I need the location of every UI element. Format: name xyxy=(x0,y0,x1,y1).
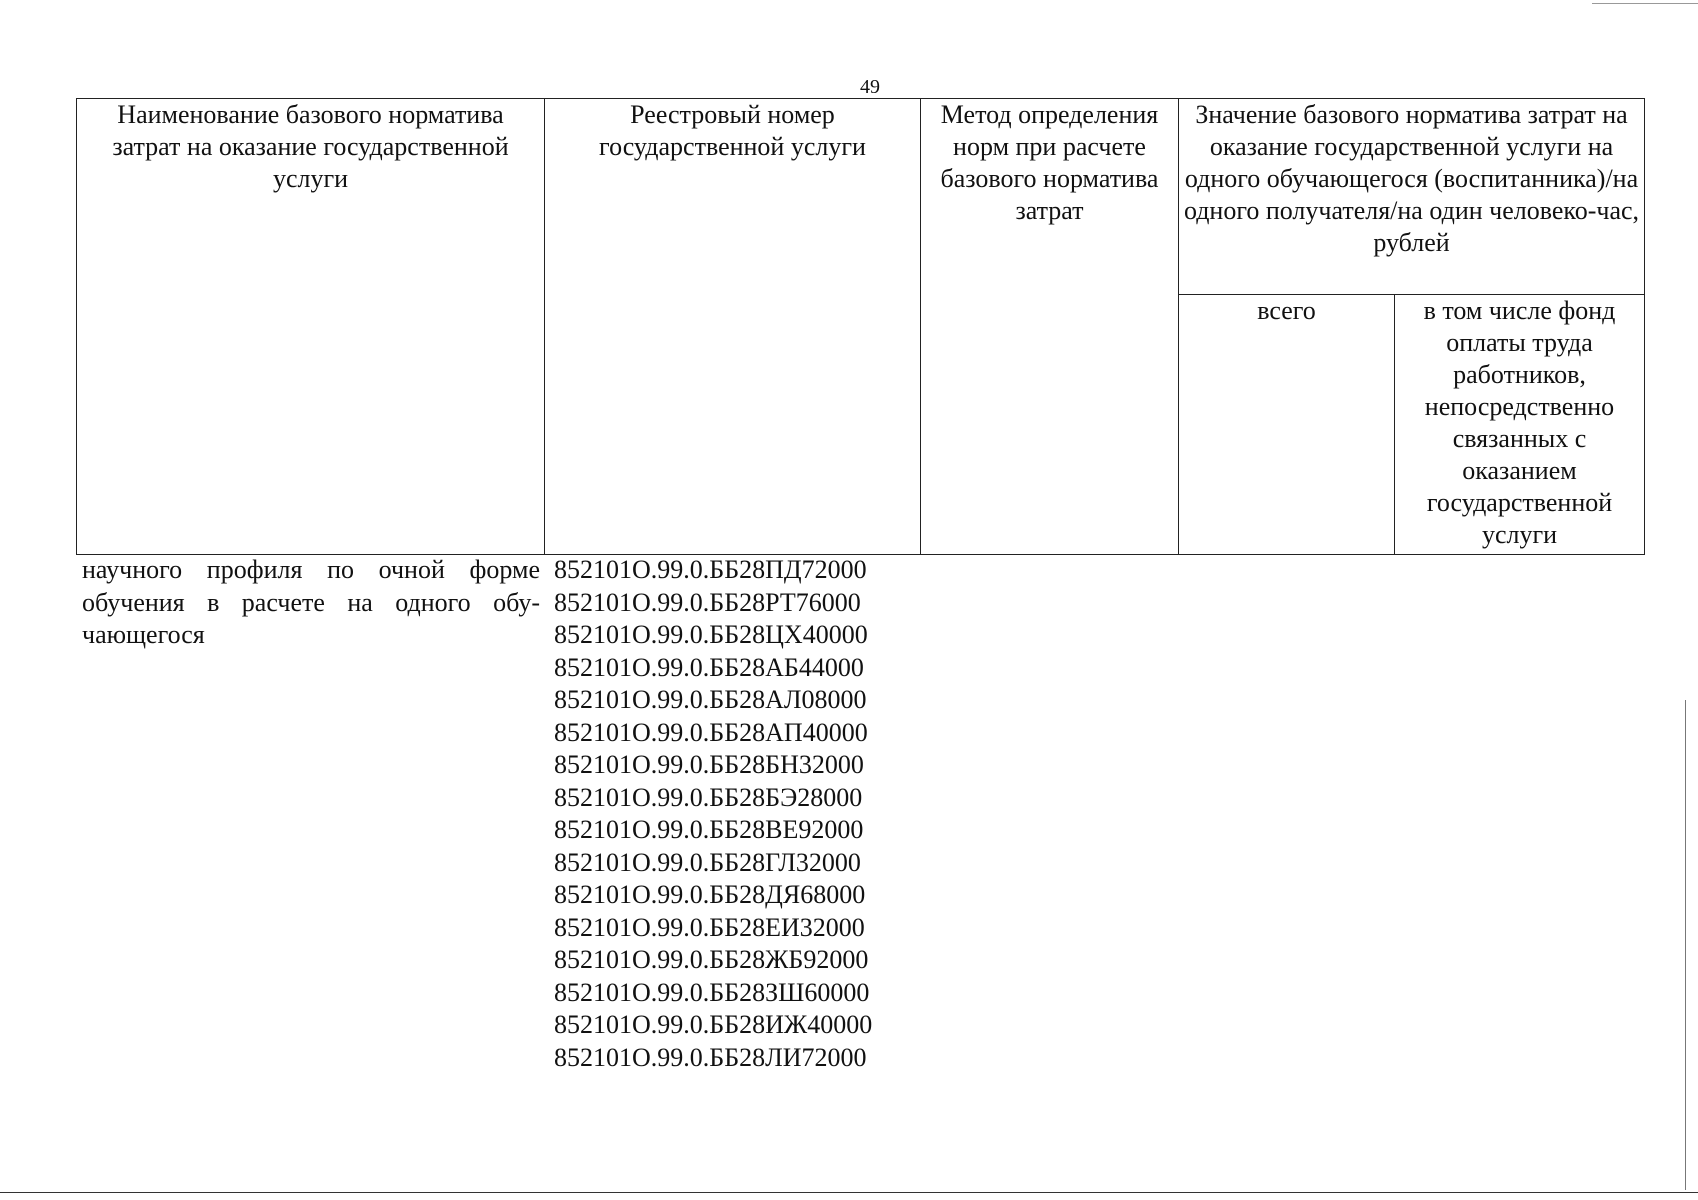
header-registry-number: Реестровый номер государственной услуги xyxy=(545,99,921,555)
registry-code: 852101О.99.0.ББ28ВЕ92000 xyxy=(554,815,864,844)
registry-code: 852101О.99.0.ББ28ЖБ92000 xyxy=(554,945,869,974)
header-wage-fund: в том числе фонд оплаты труда работников, непосредственно связанных с оказанием государственной услуги xyxy=(1395,295,1645,555)
registry-code: 852101О.99.0.ББ28АБ44000 xyxy=(554,652,864,682)
registry-code: 852101О.99.0.ББ28АЛ08000 xyxy=(554,685,867,714)
registry-code: 852101О.99.0.ББ28ИЖ40000 xyxy=(554,1010,873,1039)
registry-code: 852101О.99.0.ББ28АП40000 xyxy=(554,717,868,747)
registry-code: 852101О.99.0.ББ28БН32000 xyxy=(554,750,864,779)
header-value: Значение базового норматива затрат на оказание государственной услуги на одного обучающегося (воспитанника)/на одного получателя/на один человеко-час, рублей xyxy=(1179,99,1645,295)
header-name: Наименование базового норматива затрат на оказание государственной услуги xyxy=(77,99,545,555)
top-edge-rule xyxy=(1592,3,1698,4)
header-total: всего xyxy=(1179,295,1395,555)
service-name-text: научного профиля по очной форме обучения в расчете на одного обу- чающегося xyxy=(82,555,540,649)
registry-code: 852101О.99.0.ББ28БЭ28000 xyxy=(554,782,863,812)
bottom-rule xyxy=(0,1192,1698,1193)
page-number: 49 xyxy=(860,76,880,98)
right-edge-rule xyxy=(1685,700,1686,1190)
registry-code: 852101О.99.0.ББ28ЦХ40000 xyxy=(554,620,868,649)
registry-code-list xyxy=(554,554,872,1074)
registry-code: 852101О.99.0.ББ28ДЯ68000 xyxy=(554,880,866,909)
header-method: Метод определения норм при расчете базового норматива затрат xyxy=(921,99,1179,555)
registry-code: 852101О.99.0.ББ28ЗШ60000 xyxy=(554,977,870,1007)
registry-code: 852101О.99.0.ББ28ЕИ32000 xyxy=(554,912,865,942)
registry-code: 852101О.99.0.ББ28ГЛ32000 xyxy=(554,847,861,877)
registry-code: 852101О.99.0.ББ28ПД72000 xyxy=(554,555,867,584)
registry-code: 852101О.99.0.ББ28РТ76000 xyxy=(554,587,861,617)
registry-code: 852101О.99.0.ББ28ЛИ72000 xyxy=(554,1042,867,1072)
normative-table xyxy=(76,98,1645,555)
